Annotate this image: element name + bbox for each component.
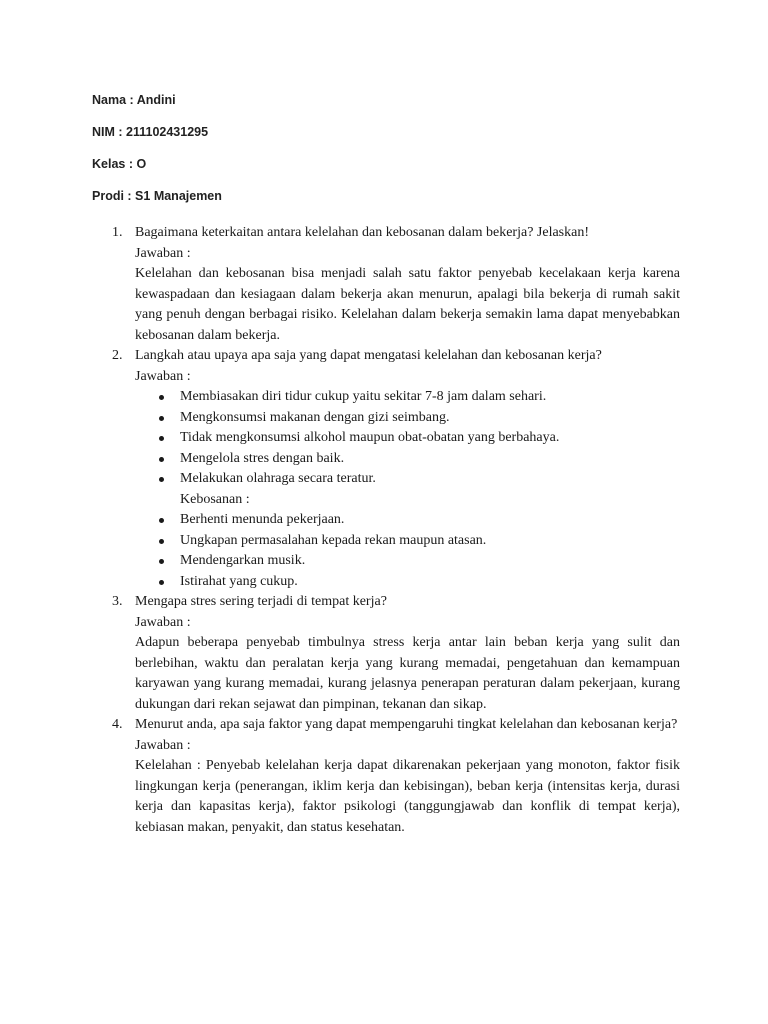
- question-item: [92, 346, 680, 592]
- question-item: [92, 592, 680, 715]
- answer-text: Kelelahan : Penyebab kelelahan kerja dapat dikarenakan pekerjaan yang monoton, faktor fisik lingkungan kerja (penerangan, iklim kerja dan kebisingan), beban kerja (intensitas kerja, durasi kerja dan kapasitas kerja), faktor psikologi (tanggungjawab dan konflik di tempat kerja), kebiasan makan, penyakit, dan status kesehatan.: [135, 758, 680, 835]
- list-item: Mengkonsumsi makanan dengan gizi seimbang.: [135, 408, 680, 429]
- answer-label: Jawaban :: [135, 245, 191, 261]
- question-item: [92, 715, 680, 838]
- student-nim: NIM : 211102431295: [92, 125, 209, 139]
- list-item: Membiasakan diri tidur cukup yaitu sekitar 7-8 jam dalam sehari.: [135, 387, 680, 408]
- sub-label: Kebosanan :: [180, 491, 250, 507]
- question-text: Mengapa stres sering terjadi di tempat kerja?: [135, 594, 387, 609]
- document-page: [92, 92, 680, 838]
- answer-text: Adapun beberapa penyebab timbulnya stress kerja antar lain beban kerja yang sulit dan berlebihan, waktu dan peralatan kerja yang kurang memadai, pengetahuan dan kemampuan karyawan yang kurang memadai, kurang jelasnya penerapan peraturan dalam pekerjaan, kurang dukungan dari rekan sejawat dan pimpinan, tekanan dan sikap.: [135, 635, 680, 712]
- list-item: Tidak mengkonsumsi alkohol maupun obat-obatan yang berbahaya.: [135, 428, 680, 449]
- list-item: Mendengarkan musik.: [135, 551, 680, 572]
- student-program: Prodi : S1 Manajemen: [92, 189, 222, 203]
- list-item: Berhenti menunda pekerjaan.: [135, 510, 680, 531]
- question-item: [92, 223, 680, 346]
- bullet-list: [135, 510, 680, 592]
- student-class: Kelas : O: [92, 157, 147, 171]
- answer-text: Kelelahan dan kebosanan bisa menjadi salah satu faktor penyebab kecelakaan kerja karena kewaspadaan dan kesiagaan dalam bekerja akan menurun, apalagi bila bekerja di rumah sakit yang penuh dengan berbagai risiko. Kelelahan dalam bekerja semakin lama dapat menyebabkan kebosanan dalam bekerja.: [135, 266, 680, 343]
- list-item: Ungkapan permasalahan kepada rekan maupun atasan.: [135, 531, 680, 552]
- answer-label: Jawaban :: [135, 368, 191, 384]
- bullet-list: [135, 387, 680, 490]
- question-number: 3.: [112, 594, 123, 609]
- question-text: Langkah atau upaya apa saja yang dapat mengatasi kelelahan dan kebosanan kerja?: [135, 348, 602, 363]
- question-number: 4.: [112, 717, 123, 732]
- list-item: Istirahat yang cukup.: [135, 572, 680, 593]
- question-number: 1.: [112, 225, 123, 240]
- answer-label: Jawaban :: [135, 737, 191, 753]
- list-item: Mengelola stres dengan baik.: [135, 449, 680, 470]
- question-text: Bagaimana keterkaitan antara kelelahan dan kebosanan dalam bekerja? Jelaskan!: [135, 225, 589, 240]
- list-item: Melakukan olahraga secara teratur.: [135, 469, 680, 490]
- question-number: 2.: [112, 348, 123, 363]
- question-list: [92, 223, 680, 838]
- student-name: Nama : Andini: [92, 93, 176, 107]
- answer-label: Jawaban :: [135, 614, 191, 630]
- question-text: Menurut anda, apa saja faktor yang dapat mempengaruhi tingkat kelelahan dan kebosanan kerja?: [135, 717, 678, 732]
